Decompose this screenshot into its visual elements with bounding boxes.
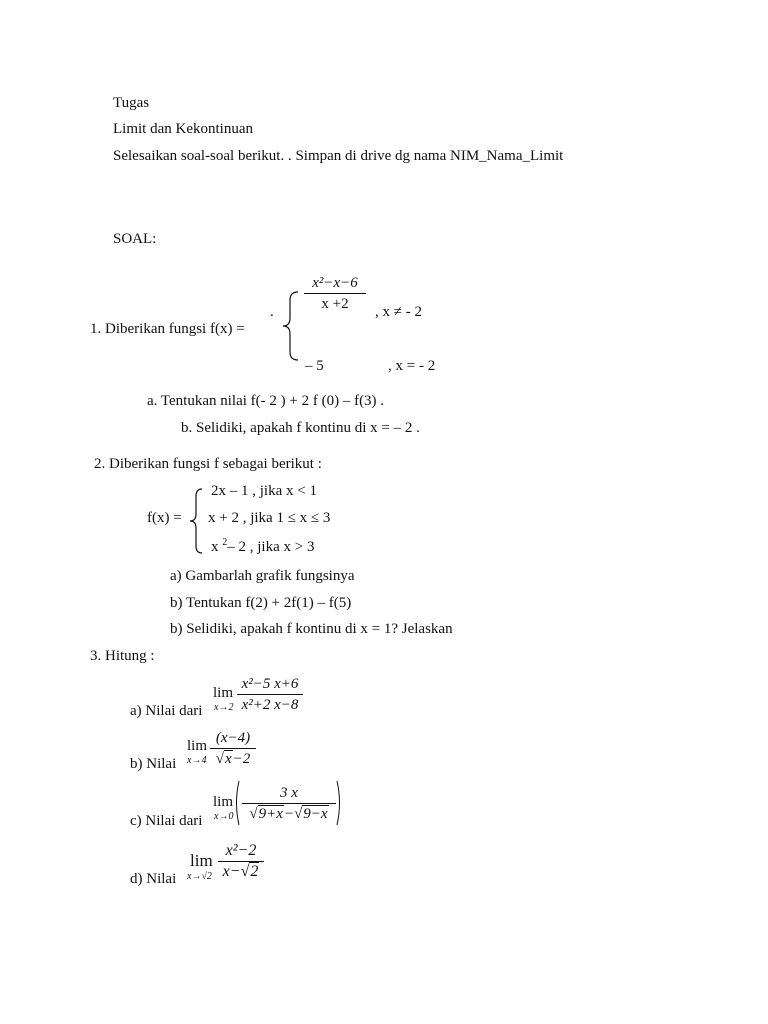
q1-case1-denominator: x +2 [321,296,349,312]
doc-subtitle: Limit dan Kekontinuan [113,121,253,137]
q3-intro: 3. Hitung : [90,648,155,664]
q1-case1-condition: , x ≠ - 2 [375,304,422,320]
q3a-numerator: x²−5 x+6 [241,676,299,692]
q2-intro: 2. Diberikan fungsi f sebagai berikut : [94,456,322,472]
q1-part-a: a. Tentukan nilai f(- 2 ) + 2 f (0) – f(3) . [147,393,385,409]
q3b-label: b) Nilai [130,756,177,772]
q2-brace-icon [188,487,206,555]
q3c-numerator: 3 x [280,785,298,801]
q2-part-b: b) Tentukan f(2) + 2f(1) – f(5) [170,595,352,611]
q3b-denominator: √x−2 [215,751,251,767]
q3a-fraction [237,675,303,714]
q3a-denominator: x²+2 x−8 [241,697,299,713]
q3d-lim: lim [190,851,213,870]
q3d-label: d) Nilai [130,871,177,887]
q2-part-c: b) Selidiki, apakah f kontinu di x = 1? Jelaskan [170,621,453,637]
doc-title: Tugas [113,95,150,111]
q1-case2-condition: , x = - 2 [388,358,436,374]
q1-case1-fraction [304,274,366,313]
q3c-label: c) Nilai dari [130,813,203,829]
q3a-lim-sub: x→2 [214,702,234,713]
q2-case3: x $^2$– 2 , jika x > 3 [211,537,315,555]
soal-label: SOAL: [113,231,157,247]
q3d-fraction [218,842,264,881]
q2-case2: x + 2 , jika 1 ≤ x ≤ 3 [208,510,331,526]
doc-instruction: Selesaikan soal-soal berikut. . Simpan di drive dg nama NIM_Nama_Limit [113,148,564,164]
q3c-fraction [242,784,336,823]
q3d-lim-sub: x→√2 [187,871,212,882]
q3b-lim-sub: x→4 [187,755,207,766]
q1-dot: . [270,304,274,320]
q3d-numerator: x²−2 [225,842,257,859]
q1-case2-value: – 5 [305,358,324,374]
q3c-denominator: √9+x−√9−x [249,806,328,822]
q2-part-a: a) Gambarlah grafik fungsinya [170,568,355,584]
q2-case1: 2x – 1 , jika x < 1 [211,483,317,499]
q3a-lim: lim [213,685,234,701]
q1-intro: 1. Diberikan fungsi f(x) = [90,321,245,337]
q3c-lim-sub: x→0 [214,811,234,822]
q3b-lim: lim [187,738,208,754]
q3c-left-paren-icon [233,780,241,826]
q3b-numerator: (x−4) [215,730,251,746]
q3b-fraction [210,729,256,768]
q1-part-b: b. Selidiki, apakah f kontinu di x = – 2 . [181,420,420,436]
q1-brace-icon [280,290,302,362]
q3c-right-paren-icon [335,780,343,826]
q3d-denominator: x−√2 [222,863,259,880]
q3a-label: a) Nilai dari [130,703,203,719]
q3c-lim: lim [213,794,234,810]
q2-fx-label: f(x) = [147,510,182,526]
q1-case1-numerator: x²−x−6 [312,275,358,291]
